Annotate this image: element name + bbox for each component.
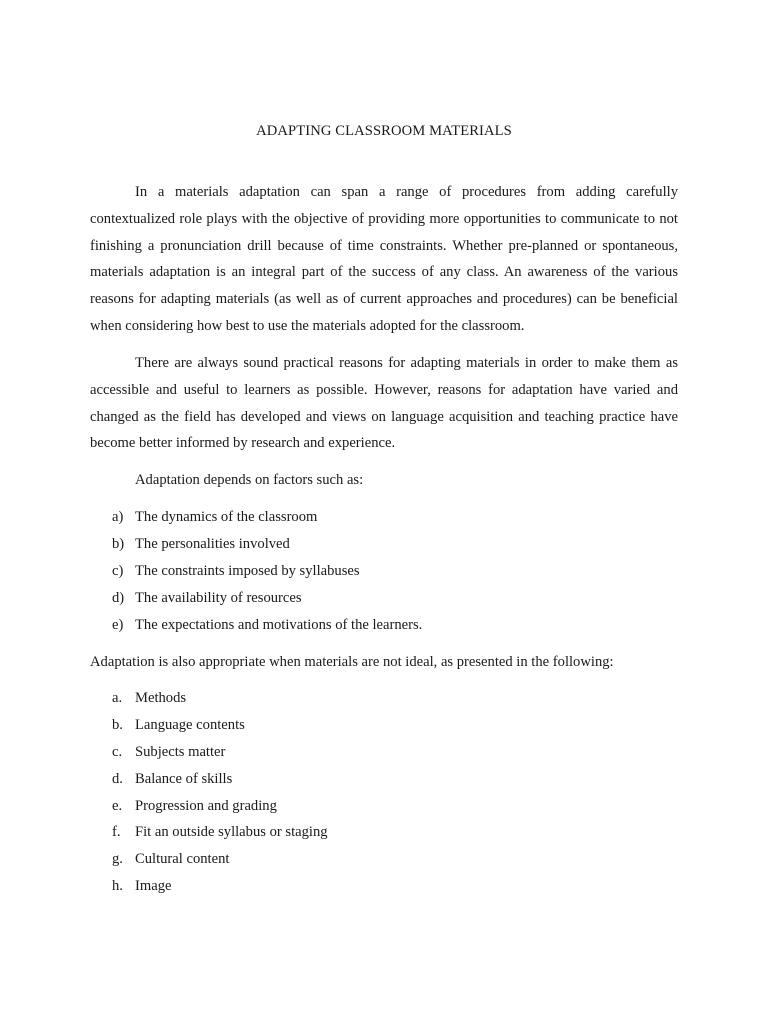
issues-intro: Adaptation is also appropriate when materials are not ideal, as presented in the following: (90, 654, 614, 670)
list-marker: c. (112, 743, 123, 760)
list-marker: f. (112, 824, 121, 841)
list-marker: b. (112, 716, 123, 733)
list-item-text: The expectations and motivations of the learners. (135, 616, 423, 633)
document-title: ADAPTING CLASSROOM MATERIALS (256, 123, 512, 139)
paragraph-2: There are always sound practical reasons for adapting materials in order to make them as accessible and useful to learners as possible. However, reasons for adaptation have varied and changed as the field has developed and views on language acquisition and teaching practice have become better informed by research and experience. (90, 355, 678, 452)
list-marker: a. (112, 690, 123, 706)
list-marker: d. (112, 770, 123, 787)
list-item-text: Progression and grading (135, 797, 277, 814)
list-marker: c) (112, 562, 124, 579)
list-item-text: Subjects matter (135, 743, 226, 760)
list-marker: b) (112, 535, 125, 552)
document-page (90, 0, 678, 1024)
list-item-text: The dynamics of the classroom (135, 509, 318, 525)
list-item-text: Fit an outside syllabus or staging (135, 824, 328, 841)
list-item-text: Balance of skills (135, 770, 233, 787)
list-item-text: The constraints imposed by syllabuses (135, 562, 360, 579)
list-item-text: Language contents (135, 716, 245, 733)
list-item-text: The personalities involved (135, 535, 290, 552)
list-marker: h. (112, 878, 123, 895)
list-marker: d) (112, 589, 125, 606)
list-item-text: Methods (135, 690, 187, 706)
list-marker: a) (112, 509, 124, 525)
list-marker: e. (112, 797, 123, 814)
list-marker: e) (112, 616, 124, 633)
list-item-text: Image (135, 878, 172, 895)
list-marker: g. (112, 851, 123, 868)
factors-intro: Adaptation depends on factors such as: (135, 472, 364, 488)
list-item-text: The availability of resources (135, 589, 302, 606)
list-item-text: Cultural content (135, 851, 230, 868)
paragraph-1: In a materials adaptation can span a range of procedures from adding carefully contextualized role plays with the objective of providing more opportunities to communicate to not finishing a pronunciation drill because of time constraints. Whether pre-planned or spontaneous, materials adaptation is an integral part of the success of any class. An awareness of the various reasons for adapting materials (as well as of current approaches and procedures) can be beneficial when considering how best to use the materials adopted for the classroom. (90, 184, 678, 334)
